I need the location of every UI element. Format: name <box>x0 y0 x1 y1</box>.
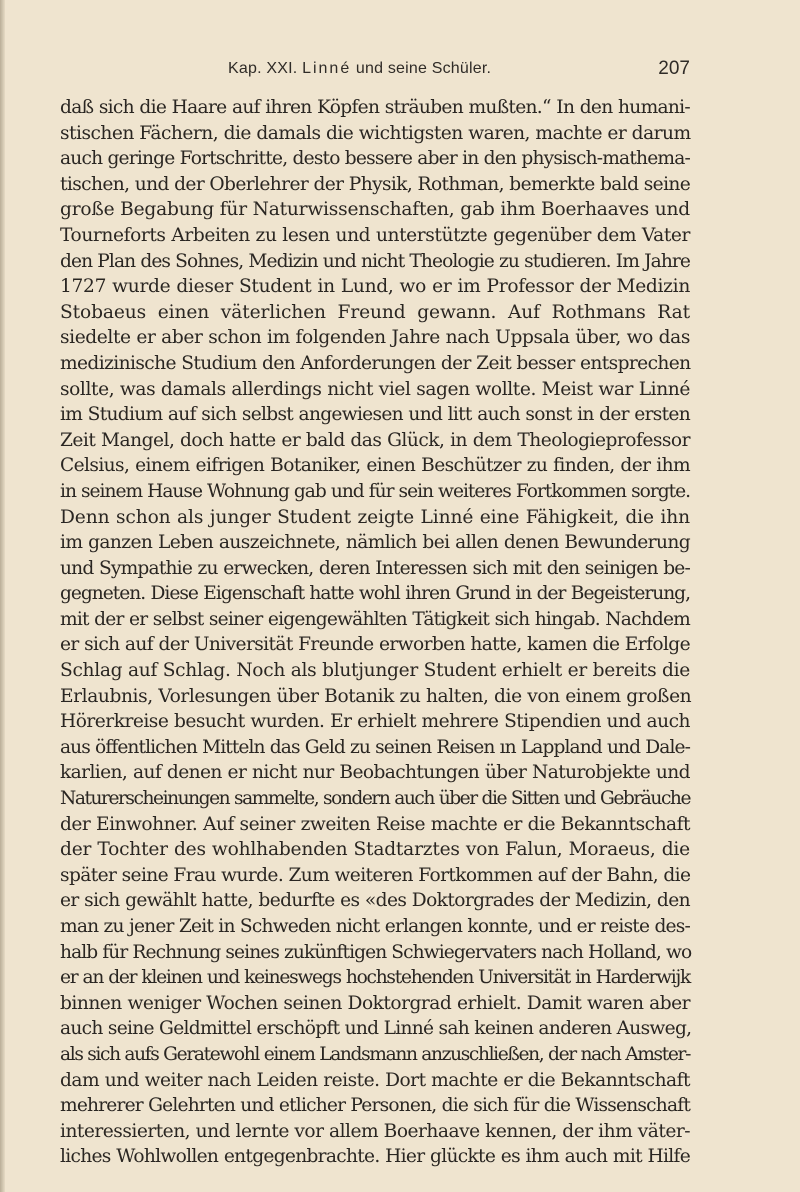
text-line: in seinem Hause Wohnung gab und für sein weiteres Fortkommen sorgte. <box>60 480 690 502</box>
text-line: auch geringe Fortschritte, desto bessere aber in den physisch-mathema- <box>60 148 690 170</box>
text-line: auch seine Geldmittel erschöpft und Linné sah keinen anderen Ausweg, <box>60 1018 692 1040</box>
chapter-label: Kap. XXI. <box>228 60 298 77</box>
text-line: Celsius, einem eifrigen Botaniker, einen Beschützer zu finden, der ihm <box>60 455 690 477</box>
text-line: mit der er selbst seiner eigengewählten Tätigkeit sich hingab. Nachdem <box>60 608 690 630</box>
text-line: er sich auf der Universität Freunde erworben hatte, kamen die Erfolge <box>60 634 690 656</box>
text-line: mehrerer Gelehrten und etlicher Personen, die sich für die Wissenschaft <box>60 1095 690 1117</box>
text-line: Hörerkreise besucht wurden. Er erhielt mehrere Stipendien und auch <box>60 711 690 733</box>
text-line: dam und weiter nach Leiden reiste. Dort machte er die Bekanntschaft <box>60 1069 690 1091</box>
text-line: als sich aufs Geratewohl einem Landsmann anzuschließen, der nach Amster- <box>60 1043 690 1065</box>
text-line: Naturerscheinungen sammelte, sondern auch über die Sitten und Gebräuche <box>60 788 690 810</box>
text-line: im Studium auf sich selbst angewiesen und litt auch sonst in der ersten <box>60 404 690 426</box>
text-line: interessierten, und lernte vor allem Boerhaave kennen, der ihm väter- <box>60 1120 690 1142</box>
text-line: der Tochter des wohlhabenden Stadtarztes von Falun, Moraeus, die <box>60 839 690 861</box>
text-line: karlien, auf denen er nicht nur Beobachtungen über Naturobjekte und <box>60 762 690 784</box>
running-head-name: Linné <box>302 60 352 77</box>
text-line: aus öffentlichen Mitteln das Geld zu seinen Reisen ın Lappland und Dale- <box>60 736 690 758</box>
text-line: halb für Rechnung seines zukünftigen Schwiegervaters nach Holland, wo <box>60 941 692 963</box>
text-line: daß sich die Haare auf ihren Köpfen sträuben mußten.“ In den humani- <box>60 97 690 118</box>
text-line: Zeit Mangel, doch hatte er bald das Glück, in dem Theologieprofessor <box>60 429 690 451</box>
text-line: siedelte er aber schon im folgenden Jahre nach Uppsala über, wo das <box>60 327 690 349</box>
running-head <box>228 60 491 78</box>
text-line: große Begabung für Naturwissenschaften, gab ihm Boerhaaves und <box>60 199 690 221</box>
text-line: später seine Frau wurde. Zum weiteren Fortkommen auf der Bahn, die <box>60 864 691 886</box>
text-line: stischen Fächern, die damals die wichtigsten waren, machte er darum <box>60 122 691 144</box>
text-line: er an der kleinen und keineswegs hochstehenden Universität in Harderwijk <box>60 967 690 989</box>
text-line: binnen weniger Wochen seinen Doktorgrad erhielt. Damit waren aber <box>60 992 690 1014</box>
text-line: Tourneforts Arbeiten zu lesen und unterstützte gegenüber dem Vater <box>60 224 690 246</box>
text-line: 1727 wurde dieser Student in Lund, wo er im Professor der Medizin <box>60 276 690 298</box>
text-line: der Einwohner. Auf seiner zweiten Reise machte er die Bekanntschaft <box>60 813 690 835</box>
page-header <box>60 58 690 82</box>
body-text <box>60 95 690 1170</box>
page-number: 207 <box>658 58 690 79</box>
running-head-title: und seine Schüler. <box>355 60 492 77</box>
text-line: man zu jener Zeit in Schweden nicht erlangen konnte, und er reiste des- <box>60 916 690 937</box>
text-line: Schlag auf Schlag. Noch als blutjunger Student erhielt er bereits die <box>60 660 690 682</box>
text-line: liches Wohlwollen entgegenbrachte. Hier glückte es ihm auch mit Hilfe <box>60 1146 690 1168</box>
page-spine-shadow <box>0 0 5 1192</box>
text-line: er sich gewählt hatte, bedurfte es «des Doktorgrades der Medizin, den <box>60 890 690 912</box>
text-line: tischen, und der Oberlehrer der Physik, Rothman, bemerkte bald seine <box>60 173 691 195</box>
text-line: Denn schon als junger Student zeigte Linné eine Fähigkeit, die ihn <box>60 506 690 528</box>
text-line: Stobaeus einen väterlichen Freund gewann. Auf Rothmans Rat <box>60 301 690 323</box>
text-line: sollte, was damals allerdings nicht viel sagen wollte. Meist war Linné <box>60 378 690 400</box>
text-line: gegneten. Diese Eigenschaft hatte wohl ihren Grund in der Begeisterung, <box>60 583 690 605</box>
text-line: den Plan des Sohnes, Medizin und nicht Theologie zu studieren. Im Jahre <box>60 250 690 272</box>
text-line: im ganzen Leben auszeichnete, nämlich bei allen denen Bewunderung <box>60 532 690 554</box>
text-line: Erlaubnis, Vorlesungen über Botanik zu halten, die von einem großen <box>60 685 692 707</box>
text-line: und Sympathie zu erwecken, deren Interessen sich mit den seinigen be- <box>60 557 690 579</box>
text-line: medizinische Studium den Anforderungen der Zeit besser entsprechen <box>60 352 691 374</box>
